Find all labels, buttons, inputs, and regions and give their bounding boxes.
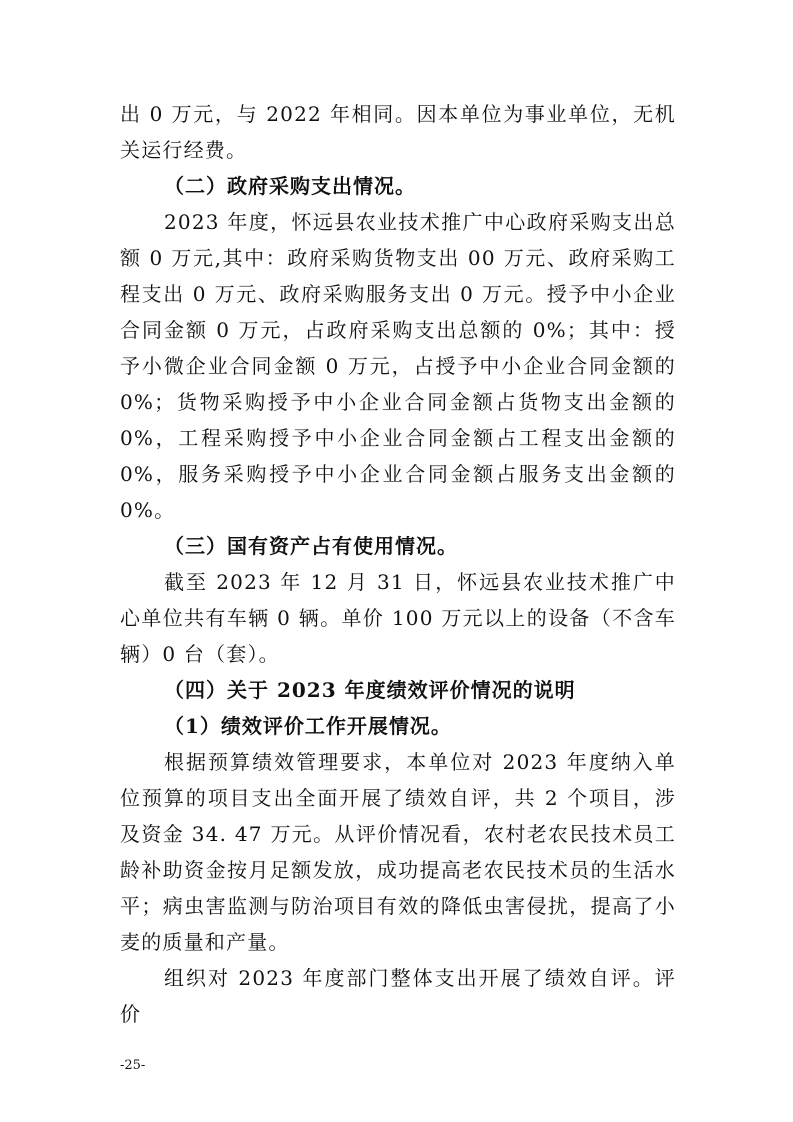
page-body <box>120 96 676 1032</box>
page-number: -25- <box>120 1058 146 1073</box>
heading-government-procurement: （二）政府采购支出情况。 <box>164 174 416 198</box>
paragraph-operating-expenses: 出 0 万元，与 2022 年相同。因本单位为事业单位，无机关运行经费。 <box>120 102 676 162</box>
subheading-evaluation-work: （1）绩效评价工作开展情况。 <box>164 714 452 738</box>
paragraph-overall-evaluation: 组织对 2023 年度部门整体支出开展了绩效自评。评价 <box>120 966 676 1026</box>
paragraph-state-assets: 截至 2023 年 12 月 31 日，怀远县农业技术推广中心单位共有车辆 0 辆。单价 100 万元以上的设备（不含车辆）0 台（套）。 <box>120 570 676 666</box>
paragraph-evaluation-work: 根据预算绩效管理要求，本单位对 2023 年度纳入单位预算的项目支出全面开展了绩效自评，共 2 个项目，涉及资金 34. 47 万元。从评价情况看，农村老农民技术员工龄补助资金按月足额发放，成功提高老农民技术员的生活水平；病虫害监测与防治项目有效的降低虫害侵扰，提高了小麦的质量和产量。 <box>120 750 676 954</box>
paragraph-government-procurement: 2023 年度，怀远县农业技术推广中心政府采购支出总额 0 万元,其中：政府采购货物支出 00 万元、政府采购工程支出 0 万元、政府采购服务支出 0 万元。授予中小企业合同金额 0 万元，占政府采购支出总额的 0%；其中：授予小微企业合同金额 0 万元，占授予中小企业合同金额的 0%；货物采购授予中小企业合同金额占货物支出金额的 0%，工程采购授予中小企业合同金额占工程支出金额的 0%，服务采购授予中小企业合同金额占服务支出金额的 0%。 <box>120 210 676 522</box>
heading-state-assets: （三）国有资产占有使用情况。 <box>164 534 458 558</box>
heading-performance-evaluation: （四）关于 2023 年度绩效评价情况的说明 <box>164 678 576 702</box>
